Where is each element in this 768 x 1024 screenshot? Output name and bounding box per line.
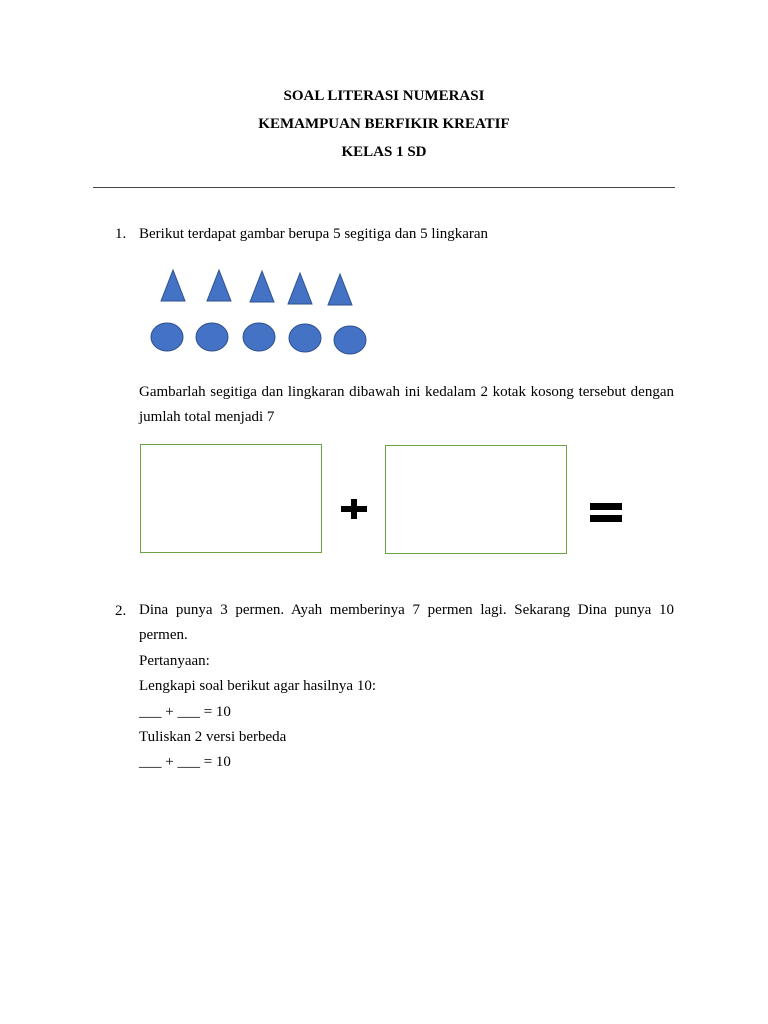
triangle-row	[161, 270, 352, 305]
blank-equation-1: ___ + ___ = 10	[139, 704, 231, 720]
header-divider	[93, 187, 675, 188]
question-2-text: Dina punya 3 permen. Ayah memberinya 7 permen lagi. Sekarang Dina punya 10 permen.	[139, 602, 674, 643]
triangle-shape	[161, 270, 185, 301]
circle-shape	[334, 326, 366, 354]
plus-icon	[341, 499, 367, 519]
circle-row	[151, 323, 366, 354]
shapes-illustration	[140, 262, 380, 362]
answer-box-left[interactable]	[140, 444, 322, 553]
worksheet-subtitle: KEMAMPUAN BERFIKIR KREATIF	[258, 116, 510, 132]
question-2-task: Lengkapi soal berikut agar hasilnya 10:	[139, 678, 377, 694]
question-1-number: 1.	[115, 226, 127, 242]
triangle-shape	[328, 274, 352, 305]
circle-shape	[196, 323, 228, 351]
circle-shape	[243, 323, 275, 351]
question-1-text: Berikut terdapat gambar berupa 5 segitiga dan 5 lingkaran	[139, 226, 489, 242]
answer-box-right[interactable]	[385, 445, 567, 554]
circle-shape	[151, 323, 183, 351]
worksheet-title: SOAL LITERASI NUMERASI	[283, 88, 485, 104]
triangle-shape	[250, 271, 274, 302]
equals-icon	[590, 503, 622, 523]
question-2-number: 2.	[115, 603, 127, 619]
question-1-instruction: Gambarlah segitiga dan lingkaran dibawah ini kedalam 2 kotak kosong tersebut dengan jumlah total menjadi 7	[139, 384, 674, 425]
triangle-shape	[288, 273, 312, 304]
worksheet-grade: KELAS 1 SD	[341, 144, 427, 160]
triangle-shape	[207, 270, 231, 301]
question-2-prompt-label: Pertanyaan:	[139, 653, 210, 669]
circle-shape	[289, 324, 321, 352]
question-2-variant-note: Tuliskan 2 versi berbeda	[139, 729, 287, 745]
blank-equation-2: ___ + ___ = 10	[139, 754, 231, 770]
